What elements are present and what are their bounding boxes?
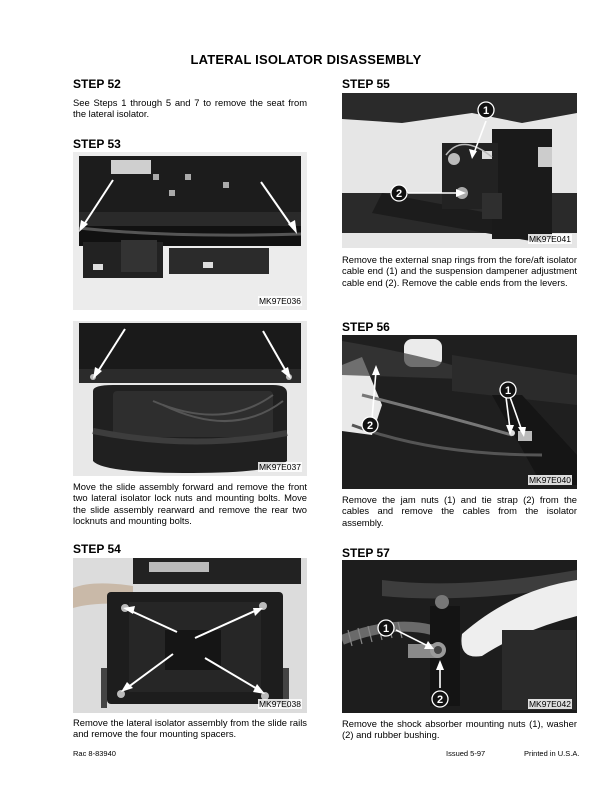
photo-code: MK97E042 <box>528 699 571 709</box>
callout-2: 2 <box>395 188 403 200</box>
step-54-heading: STEP 54 <box>73 542 121 556</box>
page-title: LATERAL ISOLATOR DISASSEMBLY <box>190 52 422 67</box>
photo-mk97e036 <box>73 152 307 310</box>
callout-2: 2 <box>436 694 444 706</box>
step-53-heading: STEP 53 <box>73 137 121 151</box>
step-56-text: Remove the jam nuts (1) and tie strap (2) from the cables and remove the cables from the isolator assembly. <box>342 494 577 528</box>
photo-mk97e037 <box>73 321 307 476</box>
photo-code: MK97E038 <box>258 699 301 709</box>
footer-printed: Printed in U.S.A. <box>524 749 580 758</box>
photo-mk97e041 <box>342 93 577 248</box>
step-52-heading: STEP 52 <box>73 77 121 91</box>
callout-2: 2 <box>366 420 374 432</box>
step-52-text: See Steps 1 through 5 and 7 to remove the seat from the lateral isolator. <box>73 97 307 120</box>
callout-1: 1 <box>382 623 390 635</box>
step-55-heading: STEP 55 <box>342 77 390 91</box>
step-53-text: Move the slide assembly forward and remove the front two lateral isolator lock nuts and mounting bolts. Move the slide assembly rearward and remove the rear two locknuts and mounting bolts. <box>73 481 307 526</box>
photo-code: MK97E037 <box>258 462 301 472</box>
footer-issued: Issued 5-97 <box>446 749 486 758</box>
photo-mk97e042 <box>342 560 577 713</box>
callout-1: 1 <box>482 105 490 117</box>
step-55-text: Remove the external snap rings from the fore/aft isolator cable end (1) and the suspension dampener adjustment cable end (2). Remove the cable ends from the levers. <box>342 254 577 288</box>
photo-code: MK97E040 <box>528 475 571 485</box>
photo-code: MK97E041 <box>528 234 571 244</box>
photo-code: MK97E036 <box>258 296 301 306</box>
step-54-text: Remove the lateral isolator assembly from the slide rails and remove the four mounting spacers. <box>73 717 307 740</box>
step-57-text: Remove the shock absorber mounting nuts (1), washer (2) and rubber bushing. <box>342 718 577 741</box>
step-57-heading: STEP 57 <box>342 546 390 560</box>
footer-doc-number: Rac 8-83940 <box>73 749 116 758</box>
callout-1: 1 <box>504 385 512 397</box>
step-56-heading: STEP 56 <box>342 320 390 334</box>
photo-mk97e038 <box>73 558 307 713</box>
photo-mk97e040 <box>342 335 577 489</box>
